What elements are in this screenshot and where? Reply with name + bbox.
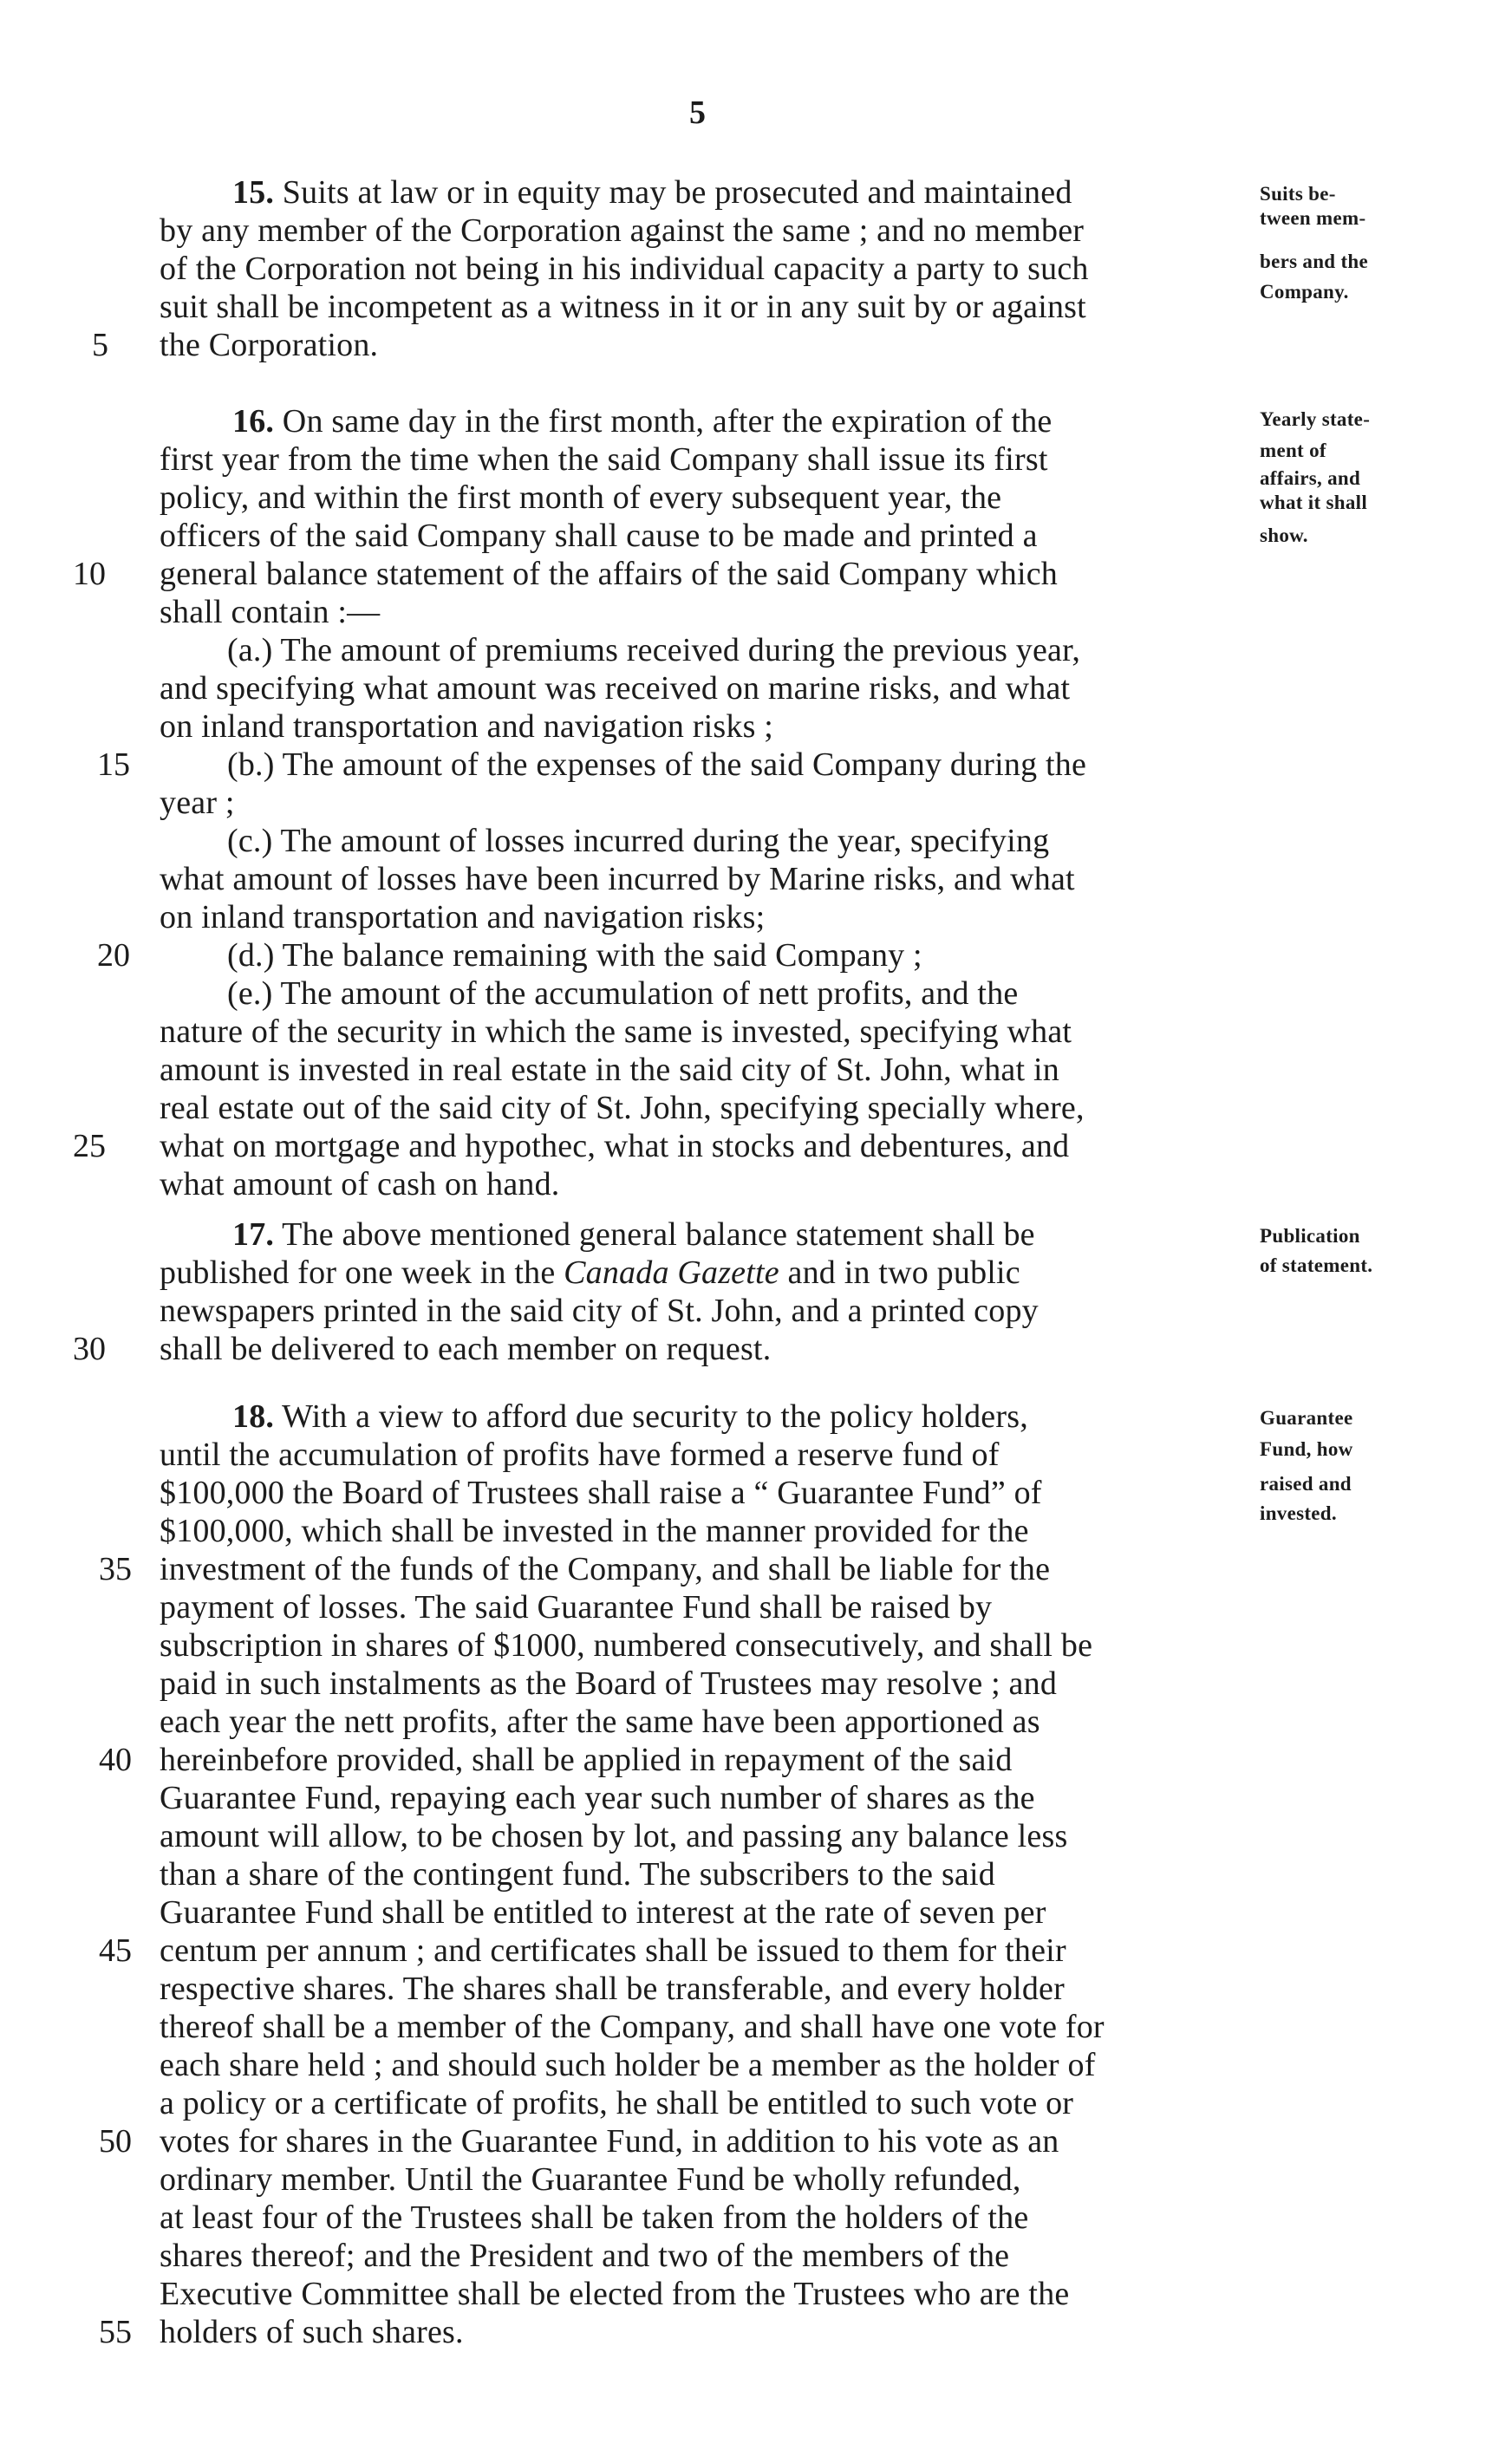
canada-gazette-title: Canada Gazette <box>564 1254 779 1291</box>
section-17-line-2: published for one week in the Canada Gazette and in two public <box>160 1254 1020 1291</box>
sidenote-18-4: invested. <box>1260 1502 1337 1524</box>
section-16-line-10: (b.) The amount of the expenses of the said Company during the <box>227 746 1087 783</box>
section-16-line-17: nature of the security in which the same is invested, specifying what <box>160 1013 1072 1050</box>
sidenote-16-3: affairs, and <box>1260 467 1361 489</box>
section-17-line-1: 17. The above mentioned general balance statement shall be <box>232 1216 1035 1253</box>
line-number-5: 5 <box>92 327 108 363</box>
section-18-line-13: than a share of the contingent fund. The subscribers to the said <box>160 1856 995 1893</box>
section-15-line-1: 15. Suits at law or in equity may be prosecuted and maintained <box>232 174 1072 211</box>
section-18-line-14: Guarantee Fund shall be entitled to interest at the rate of seven per <box>160 1894 1046 1931</box>
section-18-line-18: each share held ; and should such holder be a member as the holder of <box>160 2047 1096 2083</box>
sidenote-15-3: bers and the <box>1260 251 1369 272</box>
section-18-line-12: amount will allow, to be chosen by lot, and passing any balance less <box>160 1818 1068 1854</box>
section-number: 15. <box>232 174 275 211</box>
section-16-line-5: general balance statement of the affairs of the said Company which <box>160 556 1059 592</box>
section-17-line-3: newspapers printed in the said city of St. John, and a printed copy <box>160 1293 1039 1329</box>
sidenote-17-2: of statement. <box>1260 1254 1373 1276</box>
line-number-55: 55 <box>99 2314 132 2350</box>
sidenote-15-1: Suits be- <box>1260 183 1336 205</box>
section-18-line-6: payment of losses. The said Guarantee Fund shall be raised by <box>160 1589 993 1626</box>
section-17-line-4: shall be delivered to each member on request. <box>160 1331 772 1367</box>
section-16-line-16: (e.) The amount of the accumulation of nett profits, and the <box>227 975 1019 1012</box>
section-18-line-15: centum per annum ; and certificates shall be issued to them for their <box>160 1932 1066 1969</box>
section-16-line-6: shall contain :— <box>160 594 381 630</box>
section-16-line-18: amount is invested in real estate in the said city of St. John, what in <box>160 1052 1059 1088</box>
section-16-line-4: officers of the said Company shall cause to be made and printed a <box>160 518 1038 554</box>
section-18-line-7: subscription in shares of $1000, numbered consecutively, and shall be <box>160 1627 1093 1664</box>
section-18-line-25: holders of such shares. <box>160 2314 464 2350</box>
line-number-50: 50 <box>99 2123 132 2160</box>
section-18-line-2: until the accumulation of profits have formed a reserve fund of <box>160 1437 1000 1473</box>
line-number-40: 40 <box>99 1742 132 1778</box>
section-16-line-8: and specifying what amount was received on marine risks, and what <box>160 670 1071 707</box>
section-18-line-20: votes for shares in the Guarantee Fund, in addition to his vote as an <box>160 2123 1059 2160</box>
section-16-line-7: (a.) The amount of premiums received during the previous year, <box>227 632 1081 668</box>
section-16-line-9: on inland transportation and navigation risks ; <box>160 708 774 745</box>
sidenote-18-1: Guarantee <box>1260 1407 1353 1429</box>
section-18-line-24: Executive Committee shall be elected from the Trustees who are the <box>160 2276 1070 2312</box>
sidenote-18-2: Fund, how <box>1260 1438 1353 1460</box>
section-15-line-5: the Corporation. <box>160 327 379 363</box>
section-15-line-4: suit shall be incompetent as a witness in it or in any suit by or against <box>160 289 1086 325</box>
line-number-10: 10 <box>73 556 106 592</box>
section-number: 17. <box>232 1216 275 1253</box>
section-18-line-17: thereof shall be a member of the Company, and shall have one vote for <box>160 2009 1105 2045</box>
page-number: 5 <box>689 94 706 131</box>
line-number-30: 30 <box>73 1331 106 1367</box>
section-18-line-5: investment of the funds of the Company, and shall be liable for the <box>160 1551 1051 1587</box>
section-16-line-2: first year from the time when the said Company shall issue its first <box>160 441 1048 478</box>
section-number: 18. <box>232 1398 275 1435</box>
sidenote-16-1: Yearly state- <box>1260 408 1371 430</box>
section-18-line-3: $100,000 the Board of Trustees shall raise a “ Guarantee Fund” of <box>160 1475 1042 1511</box>
section-16-line-13: what amount of losses have been incurred by Marine risks, and what <box>160 861 1075 897</box>
section-16-line-19: real estate out of the said city of St. John, specifying specially where, <box>160 1090 1085 1126</box>
section-16-line-15: (d.) The balance remaining with the said Company ; <box>227 937 922 974</box>
section-15-line-2: by any member of the Corporation against the same ; and no member <box>160 212 1085 249</box>
section-18-line-19: a policy or a certificate of profits, he shall be entitled to such vote or <box>160 2085 1074 2121</box>
section-18-line-10: hereinbefore provided, shall be applied in repayment of the said <box>160 1742 1013 1778</box>
section-16-line-1: 16. On same day in the first month, after the expiration of the <box>232 403 1053 440</box>
section-16-line-21: what amount of cash on hand. <box>160 1166 560 1202</box>
line-number-15: 15 <box>97 746 130 783</box>
sidenote-15-2: tween mem- <box>1260 207 1366 229</box>
section-16-line-20: what on mortgage and hypothec, what in stocks and debentures, and <box>160 1128 1070 1164</box>
section-15-line-3: of the Corporation not being in his individual capacity a party to such <box>160 251 1089 287</box>
section-18-line-9: each year the nett profits, after the same have been apportioned as <box>160 1704 1040 1740</box>
section-number: 16. <box>232 403 275 440</box>
section-16-line-12: (c.) The amount of losses incurred during the year, specifying <box>227 823 1050 859</box>
section-18-line-23: shares thereof; and the President and two of the members of the <box>160 2238 1010 2274</box>
sidenote-17-1: Publication <box>1260 1225 1360 1247</box>
section-18-line-22: at least four of the Trustees shall be taken from the holders of the <box>160 2199 1029 2236</box>
section-18-line-21: ordinary member. Until the Guarantee Fund be wholly refunded, <box>160 2161 1021 2198</box>
section-18-line-16: respective shares. The shares shall be transferable, and every holder <box>160 1971 1065 2007</box>
sidenote-16-2: ment of <box>1260 440 1326 461</box>
sidenote-15-4: Company. <box>1260 281 1349 303</box>
section-18-line-1: 18. With a view to afford due security to the policy holders, <box>232 1398 1028 1435</box>
line-number-20: 20 <box>97 937 130 974</box>
section-16-line-3: policy, and within the first month of every subsequent year, the <box>160 479 1002 516</box>
line-number-25: 25 <box>73 1128 106 1164</box>
sidenote-18-3: raised and <box>1260 1473 1352 1495</box>
sidenote-16-5: show. <box>1260 525 1308 546</box>
section-18-line-4: $100,000, which shall be invested in the manner provided for the <box>160 1513 1029 1549</box>
section-18-line-8: paid in such instalments as the Board of Trustees may resolve ; and <box>160 1665 1058 1702</box>
section-16-line-14: on inland transportation and navigation risks; <box>160 899 766 935</box>
section-16-line-11: year ; <box>160 785 235 821</box>
section-18-line-11: Guarantee Fund, repaying each year such number of shares as the <box>160 1780 1035 1816</box>
sidenote-16-4: what it shall <box>1260 492 1368 513</box>
line-number-35: 35 <box>99 1551 132 1587</box>
line-number-45: 45 <box>99 1932 132 1969</box>
